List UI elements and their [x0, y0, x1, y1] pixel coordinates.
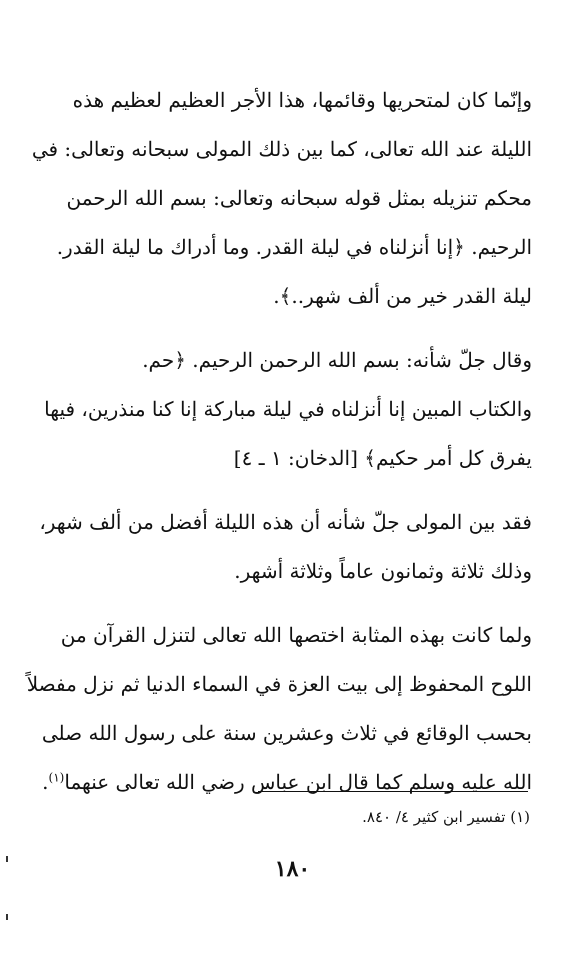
text-line: محكم تنزيله بمثل قوله سبحانه وتعالى: بسم الله الرحمن: [66, 186, 532, 210]
text-line: يفرق كل أمر حكيم﴾ [الدخان: ١ ـ ٤]: [233, 446, 532, 470]
text-line: وقال جلّ شأنه: بسم الله الرحمن الرحيم. ﴿حم.: [142, 348, 532, 372]
text-line: الرحيم. ﴿إنا أنزلناه في ليلة القدر. وما أدراك ما ليلة القدر.: [56, 235, 532, 259]
text-line-with-footnote: [42, 758, 532, 807]
scan-mark: [6, 914, 8, 920]
text-line: وإنّما كان لمتحريها وقائمها، هذا الأجر العظيم لعظيم هذه: [72, 88, 532, 112]
paragraph-1: [31, 76, 532, 321]
text-line: وذلك ثلاثة وثمانون عاماً وثلاثة أشهر.: [234, 559, 532, 583]
sentence-end: .: [42, 770, 49, 794]
text-line: اللوح المحفوظ إلى بيت العزة في السماء الدنيا ثم نزل مفصلاً: [26, 672, 532, 696]
footnote-reference[interactable]: (١): [48, 770, 65, 785]
text-line: فقد بين المولى جلّ شأنه أن هذه الليلة أفضل من ألف شهر،: [39, 510, 532, 534]
paragraph-4: [26, 611, 532, 807]
footnote-divider: [258, 791, 528, 792]
footnote-text: (١) تفسير ابن كثير ٤/ ٨٤٠.: [362, 808, 530, 826]
scan-mark: [6, 856, 8, 862]
text-line: بحسب الوقائع في ثلاث وعشرين سنة على رسول الله صلى: [41, 721, 532, 745]
text-line: والكتاب المبين إنا أنزلناه في ليلة مباركة إنا كنا منذرين، فيها: [44, 397, 532, 421]
text-line: الله عليه وسلم كما قال ابن عباس رضي الله تعالى عنهما: [64, 770, 532, 794]
paragraph-3: [39, 498, 532, 596]
page-number: ١٨٠: [274, 856, 311, 882]
text-line: ولما كانت بهذه المثابة اختصها الله تعالى لتنزل القرآن من: [60, 623, 532, 647]
text-line: الليلة عند الله تعالى، كما بين ذلك المولى سبحانه وتعالى: في: [31, 137, 532, 161]
paragraph-2: [44, 336, 532, 483]
text-line: ليلة القدر خير من ألف شهر..﴾.: [273, 284, 532, 308]
page-body: [26, 76, 532, 807]
